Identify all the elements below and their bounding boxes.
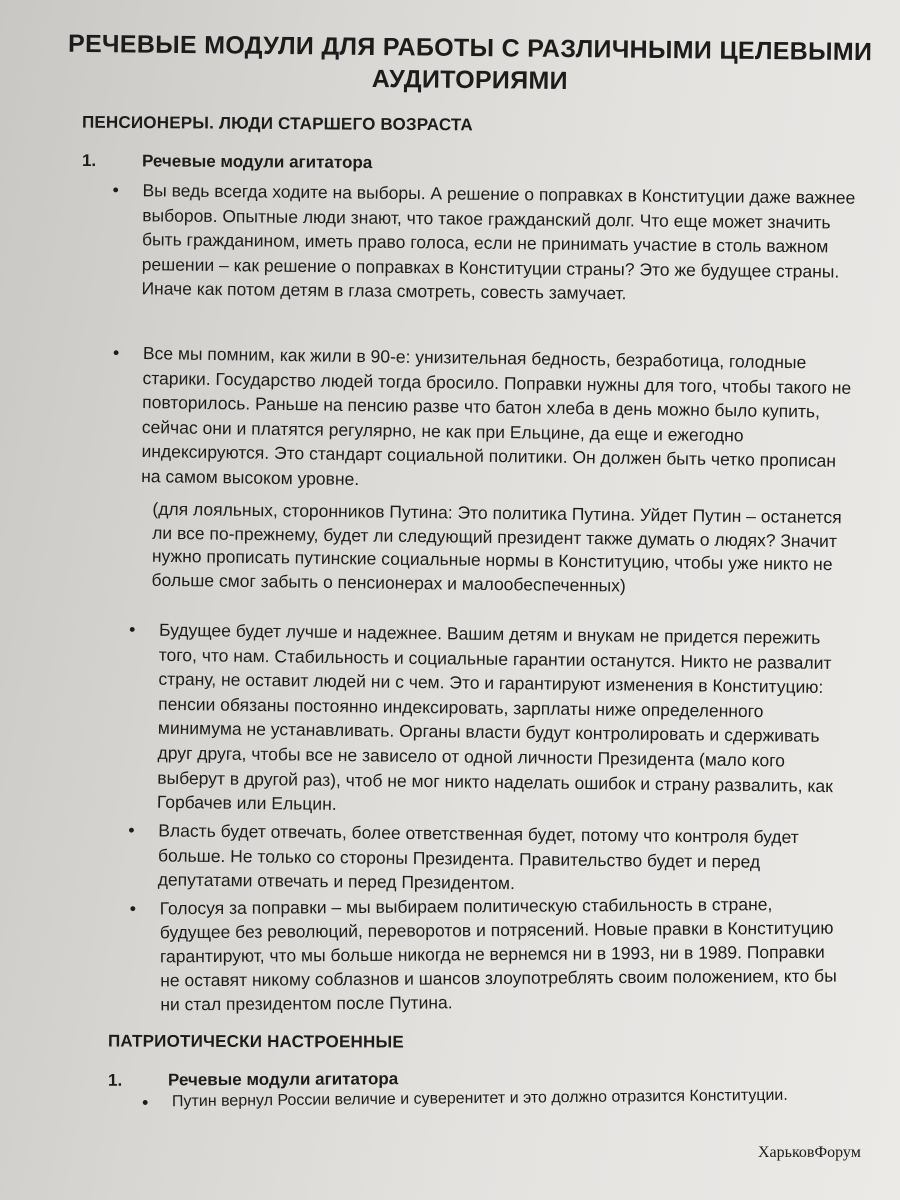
list-item-text: Путин вернул России величие и суверенитет и это должно отразится Конституции. [171, 1086, 788, 1111]
list-item [128, 818, 849, 899]
bullet-icon: • [128, 619, 136, 640]
subheading-text: Речевые модули агитатора [141, 151, 373, 173]
section-heading-pensioners: ПЕНСИОНЕРЫ. ЛЮДИ СТАРШЕГО ВОЗРАСТА [81, 112, 473, 135]
list-item-text: Будущее будет лучше и надежнее. Вашим детям и внукам не придется пережить того, что нам. Стабильность и социальные гарантии останутся. Никто не развалит страну, не оставит людей ни с чем. Это и гарантируют изменения в Конституцию: пенсии обязаны постоянно индексировать, зарплаты ниже определенного минимума не устанавливать. Органы власти будут контролировать и сдерживать друг друга, чтобы все не зависело от одной личности Президента (мало кого выберут в другой раз), чтоб не мог никто наделать ошибок и страну развалить, как Горбачев или Ельцин. [156, 619, 834, 815]
bullet-icon: • [112, 179, 119, 200]
list-item [112, 178, 862, 309]
list-item-note-loyal [151, 498, 842, 600]
subheading-agitator-modules-2 [108, 1069, 398, 1091]
list-item-text: Все мы помним, как жили в 90-е: унизительная бедность, безработица, голодные старики. Государство людей тогда бросило. Поправки нужны для того, чтобы такого не повторилось. Раньше на пенсию разве что батон хлеба в день можно было купить, сейчас они и платятся регулярно, не как при Ельцине, да еще и ежегодно индексируются. Это стандарт социальной политики. Он должен быть четко прописан на самом высоком уровне. [141, 343, 852, 490]
list-item-text: (для лояльных, сторонников Путина: Это политика Путина. Уйдет Путин – останется ли все по-прежнему, будет ли следующий президент также думать о людях? Значит нужно прописать путинские социальные нормы в Конституцию, чтобы уже никто не больше смог забыть о пенсионерах и малообеспеченных) [151, 498, 842, 596]
list-item-text: Вы ведь всегда ходите на выборы. А решение о поправках в Конституции даже важнее выборов. Опытные люди знают, что такое гражданский долг. Что еще может значить быть гражданином, иметь право голоса, если не принимать участие в столь важном решении – как решение о поправках в Конституции страны? Это же будущее страны. Иначе как потом детям в глаза смотреть, совесть замучает. [141, 180, 856, 304]
list-number: 1. [81, 150, 97, 171]
list-number: 1. [107, 1070, 123, 1090]
list-item-text: Голосуя за поправки – мы выбираем политическую стабильность в стране, будущее без революций, переворотов и потрясений. Новые правки в Конституцию гарантируют, что мы больше никогда не вернемся ни в 1993, ни в 1989. Поправки не оставят никому соблазнов и шансов злоупотреблять своим положением, кто бы ни стал президентом после Путина. [159, 894, 837, 1015]
bullet-icon: • [128, 820, 135, 841]
section-heading-patriotic: ПАТРИОТИЧЕСКИ НАСТРОЕННЫЕ [107, 1031, 404, 1052]
list-item [129, 892, 841, 1017]
bullet-icon: • [141, 1092, 149, 1113]
bullet-icon: • [129, 898, 137, 919]
document-title: РЕЧЕВЫЕ МОДУЛИ ДЛЯ РАБОТЫ С РАЗЛИЧНЫМИ ЦЕЛЕВЫМИ АУДИТОРИЯМИ [67, 29, 873, 96]
bullet-icon: • [112, 342, 120, 363]
list-item [112, 341, 855, 498]
watermark: ХарьковФорум [758, 1144, 861, 1161]
list-item [128, 618, 849, 823]
list-item-text: Власть будет отвечать, более ответственная будет, потому что контроля будет больше. Не только со стороны Президента. Правительство будет и перед депутатами отвечать и перед Президентом. [157, 820, 799, 894]
subheading-text: Речевые модули агитатора [167, 1069, 399, 1090]
subheading-agitator-modules-1 [82, 151, 372, 173]
